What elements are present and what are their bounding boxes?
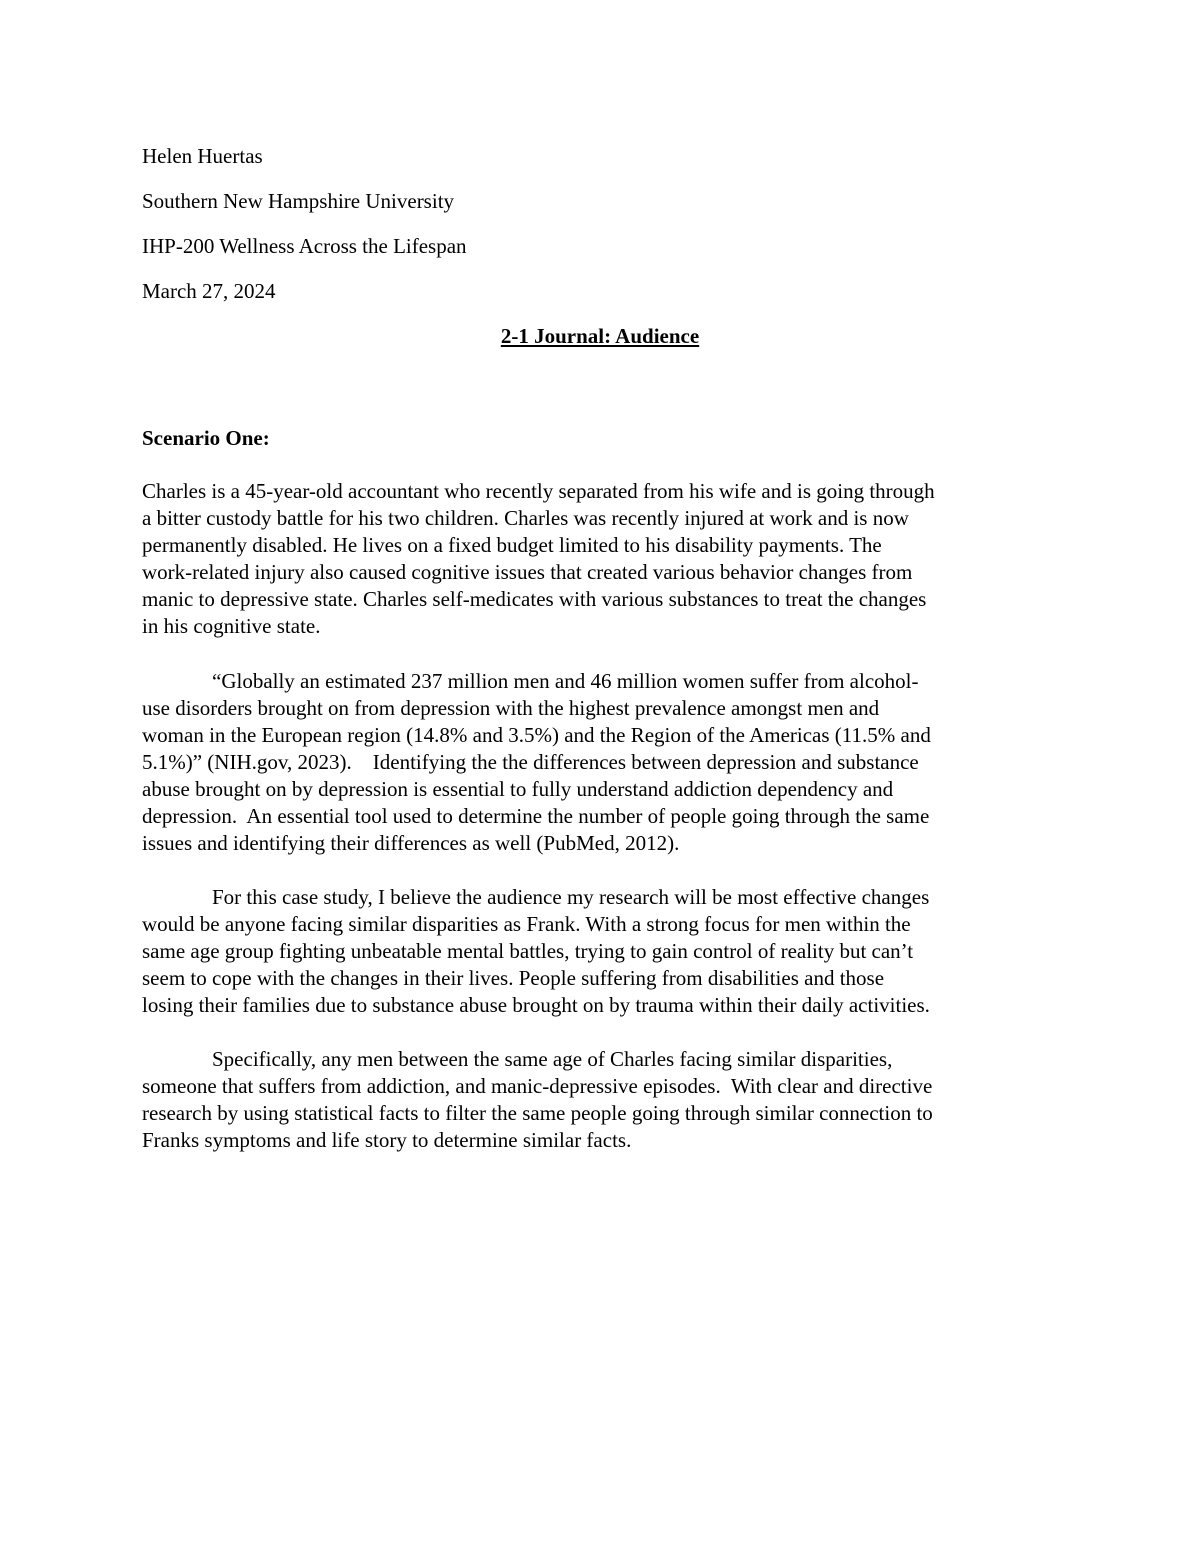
paragraph-line: seem to cope with the changes in their lives. People suffering from disabilities and those	[142, 966, 885, 990]
paragraph-line: 5.1%)” (NIH.gov, 2023). Identifying the the differences between depression and substance	[142, 750, 919, 774]
paragraph-line: work-related injury also caused cognitive issues that created various behavior changes from	[142, 560, 913, 584]
paragraph-line: woman in the European region (14.8% and 3.5%) and the Region of the Americas (11.5% and	[142, 723, 931, 747]
paragraph-line: use disorders brought on from depression with the highest prevalence amongst men and	[142, 696, 880, 720]
document-date: March 27, 2024	[142, 279, 276, 303]
paragraph-statistics	[142, 668, 1067, 857]
paragraph-line: same age group fighting unbeatable mental battles, trying to gain control of reality but can’t	[142, 939, 914, 963]
paragraph-specific-audience	[142, 1046, 1067, 1154]
paragraph-line: in his cognitive state.	[142, 614, 321, 638]
paragraph-line: For this case study, I believe the audience my research will be most effective changes	[212, 885, 930, 909]
paragraph-line: losing their families due to substance abuse brought on by trauma within their daily activities.	[142, 993, 930, 1017]
paragraph-line: Charles is a 45-year-old accountant who recently separated from his wife and is going through	[142, 479, 935, 503]
paragraph-line: Franks symptoms and life story to determine similar facts.	[142, 1128, 632, 1152]
paragraph-line: “Globally an estimated 237 million men and 46 million women suffer from alcohol-	[212, 669, 919, 693]
paragraph-line: someone that suffers from addiction, and manic-depressive episodes. With clear and directive	[142, 1074, 933, 1098]
course-name: IHP-200 Wellness Across the Lifespan	[142, 234, 467, 258]
paragraph-line: a bitter custody battle for his two children. Charles was recently injured at work and is now	[142, 506, 909, 530]
paragraph-line: depression. An essential tool used to determine the number of people going through the same	[142, 804, 930, 828]
paragraph-line: manic to depressive state. Charles self-medicates with various substances to treat the changes	[142, 587, 927, 611]
paragraph-scenario-description	[142, 478, 1067, 640]
scenario-heading: Scenario One:	[142, 426, 270, 450]
author-name: Helen Huertas	[142, 144, 263, 168]
paragraph-line: abuse brought on by depression is essential to fully understand addiction dependency and	[142, 777, 894, 801]
paragraph-audience	[142, 884, 1067, 1019]
paragraph-line: permanently disabled. He lives on a fixed budget limited to his disability payments. The	[142, 533, 882, 557]
institution-name: Southern New Hampshire University	[142, 189, 455, 213]
paragraph-line: would be anyone facing similar disparities as Frank. With a strong focus for men within the	[142, 912, 911, 936]
document-title: 2-1 Journal: Audience	[500, 324, 700, 348]
paragraph-line: Specifically, any men between the same age of Charles facing similar disparities,	[212, 1047, 893, 1071]
paragraph-line: issues and identifying their differences as well (PubMed, 2012).	[142, 831, 680, 855]
paragraph-line: research by using statistical facts to filter the same people going through similar connection to	[142, 1101, 933, 1125]
